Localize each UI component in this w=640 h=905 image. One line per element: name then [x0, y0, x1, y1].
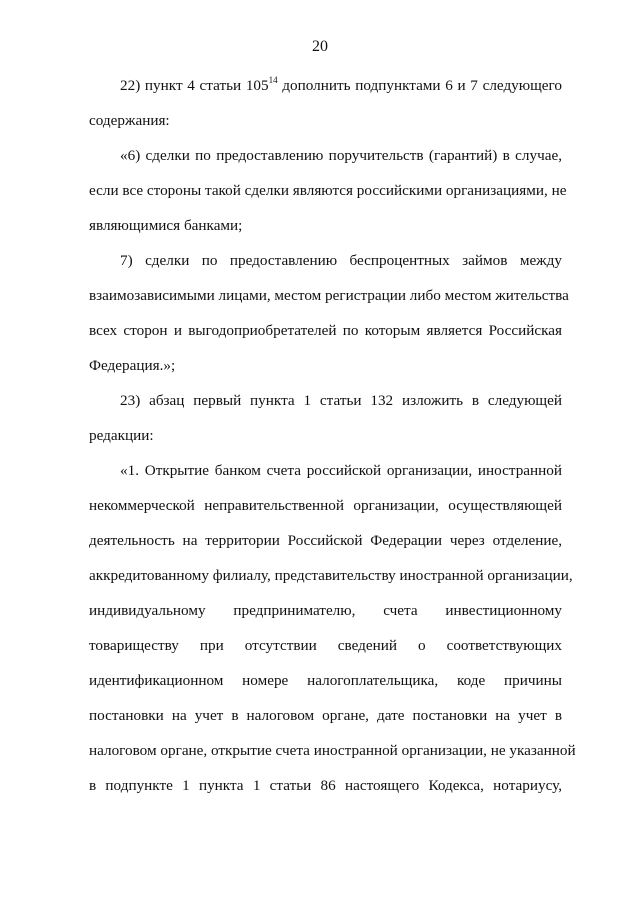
paragraph-22-line-1-text: 22) пункт 4 статьи 105	[120, 77, 269, 94]
point-1-line-6: товариществу при отсутствии сведений о соответствующих	[89, 637, 562, 654]
point-1-line-3: деятельность на территории Российской Федерации через отделение,	[89, 532, 562, 549]
subpoint-7-line-4: Федерация.»;	[89, 357, 176, 374]
subpoint-7-line-2: взаимозависимыми лицами, местом регистрации либо местом жительства	[89, 287, 569, 304]
point-1-line-2: некоммерческой неправительственной организации, осуществляющей	[89, 497, 562, 514]
point-1-line-9: налоговом органе, открытие счета иностранной организации, не указанной	[89, 742, 576, 759]
subpoint-7-line-1: 7) сделки по предоставлению беспроцентных займов между	[120, 252, 562, 269]
paragraph-22-line-1-text-end: дополнить подпунктами 6 и 7 следующего	[277, 77, 562, 94]
paragraph-23-line-1: 23) абзац первый пункта 1 статьи 132 изложить в следующей	[120, 392, 562, 409]
point-1-line-4: аккредитованному филиалу, представительству иностранной организации,	[89, 567, 573, 584]
page-number: 20	[312, 38, 328, 55]
subpoint-7-line-3: всех сторон и выгодоприобретателей по которым является Российская	[89, 322, 562, 339]
point-1-line-1: «1. Открытие банком счета российской организации, иностранной	[120, 462, 562, 479]
paragraph-22-line-1	[120, 77, 562, 95]
point-1-line-5: индивидуальному предпринимателю, счета инвестиционному	[89, 602, 562, 619]
paragraph-23-line-2: редакции:	[89, 427, 154, 444]
point-1-line-7: идентификационном номере налогоплательщика, коде причины	[89, 672, 562, 689]
subpoint-6-line-3: являющимися банками;	[89, 217, 243, 234]
point-1-line-8: постановки на учет в налоговом органе, дате постановки на учет в	[89, 707, 562, 724]
superscript-14: 14	[268, 75, 278, 85]
subpoint-6-line-1: «6) сделки по предоставлению поручительств (гарантий) в случае,	[120, 147, 562, 164]
paragraph-22-line-2: содержания:	[89, 112, 170, 129]
point-1-line-10: в подпункте 1 пункта 1 статьи 86 настоящего Кодекса, нотариусу,	[89, 777, 562, 794]
subpoint-6-line-2: если все стороны такой сделки являются российскими организациями, не	[89, 182, 567, 199]
